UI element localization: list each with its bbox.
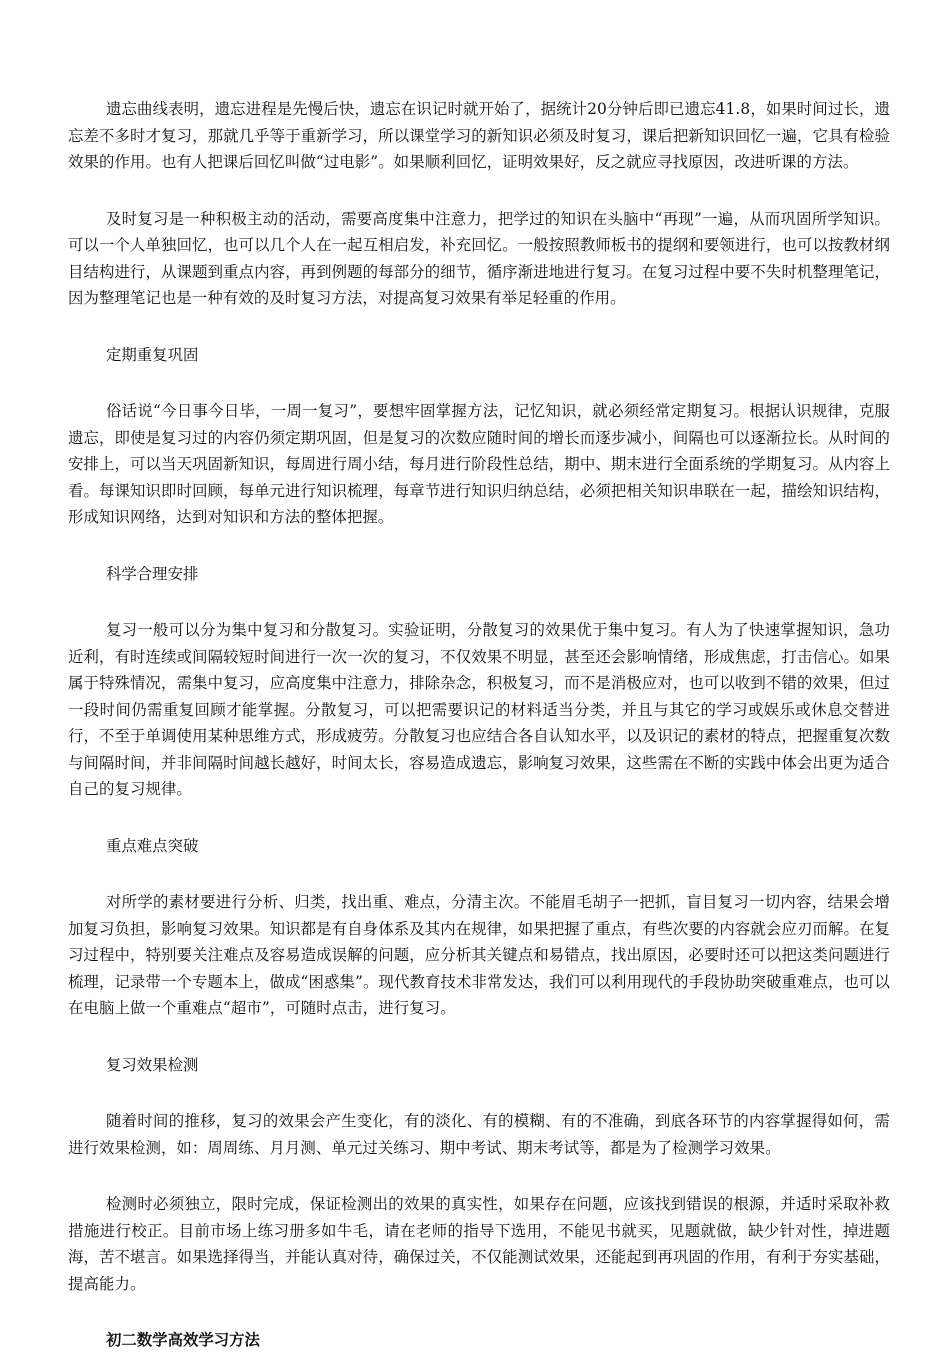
paragraph-spacer: [68, 1022, 890, 1052]
paragraph-effect-testing: 随着时间的推移，复习的效果会产生变化，有的淡化、有的模糊、有的不准确，到底各环节的内容掌握得如何，需进行效果检测，如：周周练、月月测、单元过关练习、期中考试、期末考试等，都是为了检测学习效果。: [68, 1112, 890, 1157]
section-heading-effect-testing: 复习效果检测: [106, 1055, 199, 1074]
paragraph-spacer: [68, 803, 890, 833]
paragraph-key-points: 对所学的素材要进行分析、归类，找出重、难点，分清主次。不能眉毛胡子一把抓，盲目复习一切内容，结果会增加复习负担，影响复习效果。知识都是有自身体系及其内在规律，如果把握了重点，有些次要的内容就会应刃而解。在复习过程中，特别要关注难点及容易造成误解的问题，应分析其关键点和易错点，找出原因，必要时还可以把这类问题进行梳理，记录带一个专题本上，做成“困惑集”。现代教育技术非常发达，我们可以利用现代的手段协助突破重难点，也可以在电脑上做一个重难点“超市”，可随时点击，进行复习。: [68, 893, 890, 1017]
paragraph-spacer: [68, 531, 890, 561]
paragraph-spacer: [68, 859, 890, 889]
section-heading-scientific-arrangement: 科学合理安排: [106, 564, 199, 583]
paragraph-spacer: [68, 1078, 890, 1108]
paragraph-timely-review: 及时复习是一种积极主动的活动，需要高度集中注意力，把学过的知识在头脑中“再现”一遍，从而巩固所学知识。可以一个人单独回忆，也可以几个人在一起互相启发，补充回忆。一般按照教师板书的提纲和要领进行，也可以按教材纲目结构进行，从课题到重点内容，再到例题的每部分的细节，循序渐进地进行复习。在复习过程中要不失时机整理笔记，因为整理笔记也是一种有效的及时复习方法，对提高复习效果有举足轻重的作用。: [68, 209, 890, 307]
document-page: [68, 96, 890, 1354]
paragraph-forgetting-curve: 遗忘曲线表明，遗忘进程是先慢后快，遗忘在识记时就开始了，据统计20分钟后即已遗忘41.8，如果时间过长，遗忘差不多时才复习，那就几乎等于重新学习，所以课堂学习的新知识必须及时复习，课后把新知识回忆一遍，它具有检验效果的作用。也有人把课后回忆叫做“过电影”。如果顺利回忆，证明效果好，反之就应寻找原因，改进听课的方法。: [68, 100, 890, 171]
paragraph-regular-review: 俗话说“今日事今日毕，一周一复习”，要想牢固掌握方法，记忆知识，就必须经常定期复习。根据认识规律，克服遗忘，即使是复习过的内容仍须定期巩固，但是复习的次数应随时间的增长而逐步减小，间隔也可以逐渐拉长。从时间的安排上，可以当天巩固新知识，每周进行周小结，每月进行阶段性总结，期中、期末进行全面系统的学期复习。从内容上看。每课知识即时回顾，每单元进行知识梳理，每章节进行知识归纳总结，必须把相关知识串联在一起，描绘知识结构，形成知识网络，达到对知识和方法的整体把握。: [68, 402, 890, 526]
paragraph-spacer: [68, 1297, 890, 1327]
paragraph-independent-testing: 检测时必须独立，限时完成，保证检测出的效果的真实性，如果存在问题，应该找到错误的根源，并适时采取补救措施进行校正。目前市场上练习册多如牛毛，请在老师的指导下选用，不能见书就买，见题就做，缺少针对性，掉进题海，苦不堪言。如果选择得当，并能认真对待，确保过关，不仅能测试效果，还能起到再巩固的作用，有利于夯实基础，提高能力。: [68, 1195, 890, 1293]
paragraph-spacer: [68, 176, 890, 206]
paragraph-spacer: [68, 312, 890, 342]
paragraph-spacer: [68, 368, 890, 398]
paragraph-scientific-arrangement: 复习一般可以分为集中复习和分散复习。实验证明，分散复习的效果优于集中复习。有人为了快速掌握知识，急功近利，有时连续或间隔较短时间进行一次一次的复习，不仅效果不明显，甚至还会影响情绪，形成焦虑，打击信心。如果属于特殊情况，需集中复习，应高度集中注意力，排除杂念，积极复习，而不是消极应对，也可以收到不错的效果，但过一段时间仍需重复回顾才能掌握。分散复习，可以把需要识记的材料适当分类，并且与其它的学习或娱乐或休息交替进行，不至于单调使用某种思维方式，形成疲劳。分散复习也应结合各自认知水平，以及识记的素材的特点，把握重复次数与间隔时间，并非间隔时间越长越好，时间太长，容易造成遗忘，影响复习效果，这些需在不断的实践中体会出更为适合自己的复习规律。: [68, 621, 890, 798]
section-heading-grade-two-math: 初二数学高效学习方法: [106, 1331, 260, 1349]
paragraph-spacer: [68, 587, 890, 617]
paragraph-spacer: [68, 1161, 890, 1191]
section-heading-key-points: 重点难点突破: [106, 836, 199, 855]
section-heading-regular-review: 定期重复巩固: [106, 345, 199, 364]
